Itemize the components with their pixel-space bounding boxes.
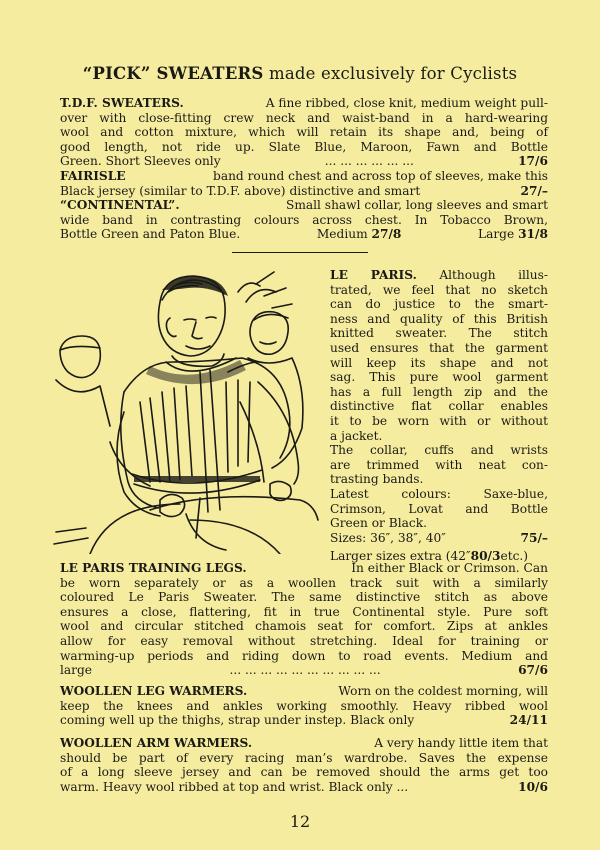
continental-text-3: Bottle Green and Paton Blue. xyxy=(60,227,241,242)
le-paris-line: a jacket. xyxy=(330,428,383,443)
tdf-text-5: Green. Short Sleeves only xyxy=(60,154,221,169)
legs-line-5: wool and circular stitched chamois seat for comfort. Zips at ankles xyxy=(60,619,548,634)
le-paris-sizes-line xyxy=(330,531,548,546)
legwarmers-line-3 xyxy=(60,713,548,728)
page-number: 12 xyxy=(289,812,311,831)
page-heading xyxy=(0,64,600,83)
continental-medium xyxy=(317,227,402,242)
continental-large xyxy=(478,227,548,242)
section-divider xyxy=(232,252,368,253)
le-paris-line: ness and quality of this British xyxy=(330,311,548,326)
tdf-line-5 xyxy=(60,154,548,169)
armwarmers-price: 10/6 xyxy=(518,779,548,794)
continental-medium-label: Medium xyxy=(316,227,368,242)
larger-text-c: etc.) xyxy=(500,549,529,564)
legs-text-8: large xyxy=(60,663,93,678)
le-paris-line: are trimmed with neat con- xyxy=(330,457,548,472)
tdf-text-1: A fine ribbed, close knit, medium weight pull- xyxy=(265,96,548,110)
armwarmers-line-3: of a long sleeve jersey and can be removed should the arms get too xyxy=(60,765,548,780)
armwarmers-line-2: should be part of every racing man’s wardrobe. Saves the expense xyxy=(60,750,548,765)
continental-large-label: Large xyxy=(478,227,515,242)
tdf-line-1 xyxy=(60,96,548,111)
legwarmers-price: 24/11 xyxy=(509,713,548,728)
le-paris-title: LE PARIS. xyxy=(330,268,417,282)
legs-dots: ... ... ... ... ... ... ... ... ... ... xyxy=(229,663,381,678)
armwarmers-text-4: warm. Heavy wool ribbed at top and wrist. Black only ... xyxy=(60,779,409,794)
le-paris-line: Green or Black. xyxy=(330,516,427,531)
legs-line-3: coloured Le Paris Sweater. The same distinctive stitch as above xyxy=(60,590,548,605)
legs-line-7: warming-up periods and riding down to road events. Medium and xyxy=(60,648,548,663)
legs-line-4: ensures a close, flattering, fit in true Continental style. Pure soft xyxy=(60,604,548,619)
continental-medium-price: 27/8 xyxy=(371,227,402,242)
legs-line-6: allow for easy removal without stretching. Ideal for training or xyxy=(60,633,548,648)
continental-large-price: 31/8 xyxy=(518,227,548,242)
le-paris-sizes: Sizes: 36″, 38″, 40″ xyxy=(330,530,446,545)
legs-price: 67/6 xyxy=(518,663,548,678)
tdf-title: T.D.F. SWEATERS. xyxy=(60,96,184,110)
armwarmers-line-4 xyxy=(60,780,548,795)
legwarmers-text-3: coming well up the thighs, strap under instep. Black only xyxy=(60,713,415,728)
legwarmers-title: WOOLLEN LEG WARMERS. xyxy=(60,684,248,698)
fairisle-text-1: band round chest and across top of sleeves, make this xyxy=(213,168,548,183)
le-paris-price: 75/– xyxy=(520,530,548,545)
legs-line-2: be worn separately or as a woollen track suit with a similarly xyxy=(60,575,548,590)
leg-warmers-section xyxy=(60,684,548,728)
continental-line-1 xyxy=(60,198,548,213)
le-paris-line: sag. This pure wool garment xyxy=(330,370,548,385)
training-legs-section xyxy=(60,561,548,678)
le-paris-line: distinctive flat collar enables xyxy=(330,399,548,414)
le-paris-line: has a full length zip and the xyxy=(330,384,548,399)
le-paris-section xyxy=(330,268,548,564)
cyclists-illustration xyxy=(50,262,322,554)
continental-text-1: Small shawl collar, long sleeves and smart xyxy=(285,198,548,213)
legwarmers-line-1 xyxy=(60,684,548,699)
le-paris-line: knitted sweater. The stitch xyxy=(330,326,548,341)
armwarmers-line-1 xyxy=(60,736,548,751)
le-paris-line: used ensures that the garment xyxy=(330,340,548,355)
fairisle-price: 27/– xyxy=(520,183,548,198)
armwarmers-text-1: A very handy little item that xyxy=(374,736,548,750)
le-paris-line: Crimson, Lovat and Bottle xyxy=(330,501,548,516)
legwarmers-text-1: Worn on the coldest morning, will xyxy=(338,684,548,698)
le-paris-line: trasting bands. xyxy=(330,472,424,487)
legs-line-8 xyxy=(60,663,548,678)
legs-title: LE PARIS TRAINING LEGS. xyxy=(60,561,247,575)
continental-line-3 xyxy=(60,227,548,242)
continental-line-2: wide band in contrasting colours across chest. In Tobacco Brown, xyxy=(60,212,548,227)
larger-price: 80/3 xyxy=(470,549,501,564)
tdf-line-2: over with close-fitting crew neck and waist-band in a hard-wearing xyxy=(60,110,548,125)
tdf-dots: ... ... ... ... ... ... xyxy=(324,154,414,169)
tdf-line-4: good length, not ride up. Slate Blue, Maroon, Fawn and Bottle xyxy=(60,139,548,154)
le-paris-line: it to be worn with or without xyxy=(330,413,548,428)
tdf-sweaters-section xyxy=(60,96,548,242)
legs-line-1 xyxy=(60,561,548,576)
armwarmers-title: WOOLLEN ARM WARMERS. xyxy=(60,736,253,750)
fairisle-line-2 xyxy=(60,184,548,199)
legwarmers-line-2: keep the knees and ankles working smoothly. Heavy ribbed wool xyxy=(60,698,548,713)
le-paris-line: Latest colours: Saxe-blue, xyxy=(330,486,548,501)
le-paris-line: will keep its shape and not xyxy=(330,355,548,370)
le-paris-line-1 xyxy=(330,268,548,283)
le-paris-line: trated, we feel that no sketch xyxy=(330,282,548,297)
heading-brand: “PICK” SWEATERS xyxy=(82,64,264,83)
legs-text-1: In either Black or Crimson. Can xyxy=(351,561,548,575)
tdf-line-3: wool and cotton mixture, which will retain its shape and, being of xyxy=(60,125,548,140)
arm-warmers-section xyxy=(60,736,548,794)
le-paris-line: can do justice to the smart- xyxy=(330,297,548,312)
fairisle-line-1 xyxy=(60,169,548,184)
larger-text-a: Larger sizes extra (42″ xyxy=(330,549,471,564)
fairisle-title: FAIRISLE xyxy=(60,168,126,183)
heading-rest: made exclusively for Cyclists xyxy=(268,64,518,83)
tdf-price: 17/6 xyxy=(518,154,548,169)
fairisle-text-2: Black jersey (similar to T.D.F. above) distinctive and smart xyxy=(60,183,421,198)
le-paris-text-0: Although illus- xyxy=(416,268,548,282)
le-paris-line: The collar, cuffs and wrists xyxy=(330,443,548,458)
continental-title: “CONTINENTAL”. xyxy=(60,198,180,213)
